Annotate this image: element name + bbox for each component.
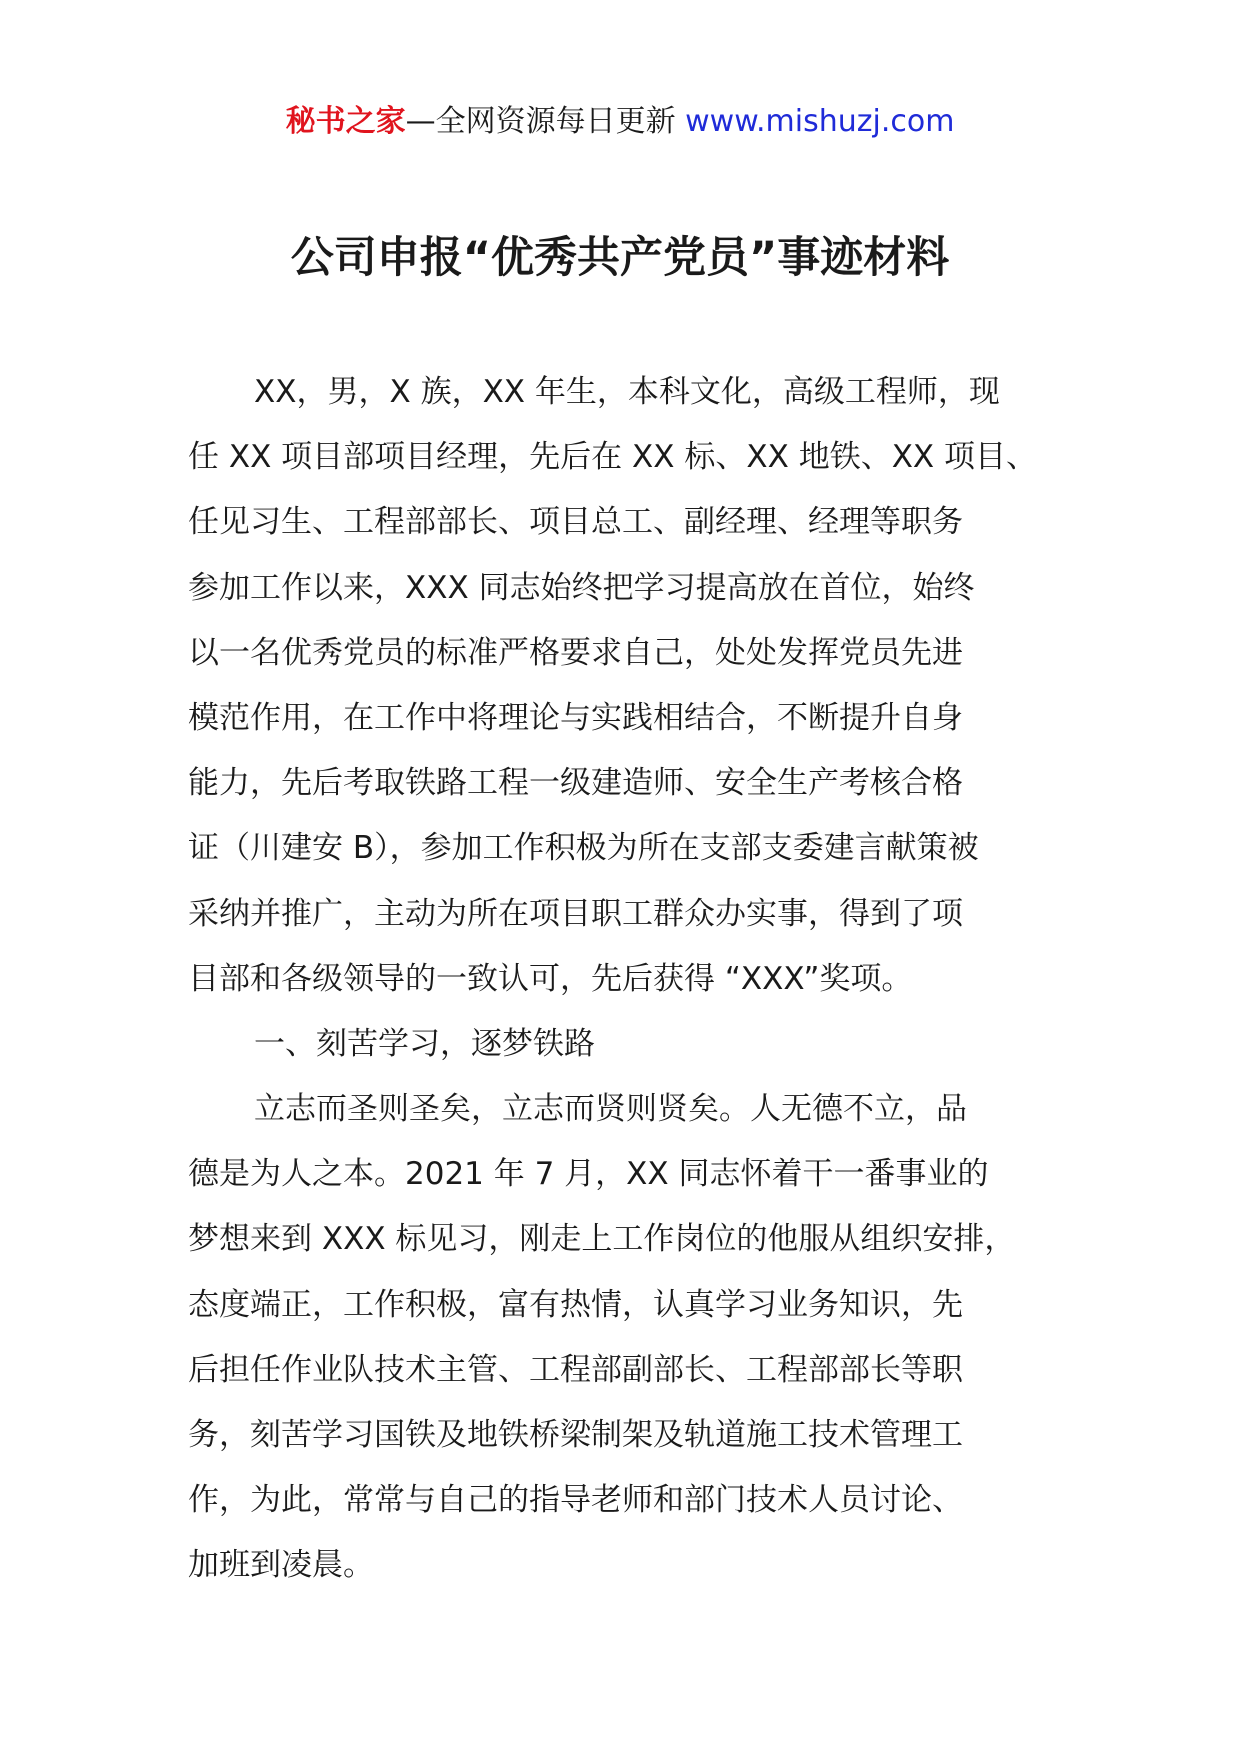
site-header xyxy=(0,100,1240,144)
paragraph-line: 态度端正，工作积极，富有热情，认真学习业务知识，先 xyxy=(188,1286,963,1323)
paragraph-line: 采纳并推广，主动为所在项目职工群众办实事，得到了项 xyxy=(188,895,963,932)
paragraph-line: 模范作用，在工作中将理论与实践相结合，不断提升自身 xyxy=(188,699,963,736)
paragraph-line: 目部和各级领导的一致认可，先后获得 “XXX”奖项。 xyxy=(188,960,913,997)
paragraph-line: 立志而圣则圣矣，立志而贤则贤矣。人无德不立，品 xyxy=(254,1091,967,1128)
site-brand: 秘书之家 xyxy=(285,104,406,139)
paragraph-line: 加班到凌晨。 xyxy=(188,1547,374,1584)
site-tagline: —全网资源每日更新 xyxy=(405,104,686,139)
paragraph-line: 参加工作以来，XXX 同志始终把学习提高放在首位，始终 xyxy=(188,569,975,606)
document-body xyxy=(188,360,1068,1599)
paragraph-line: 德是为人之本。2021 年 7 月，XX 同志怀着干一番事业的 xyxy=(188,1156,989,1193)
paragraph-line: 梦想来到 XXX 标见习，刚走上工作岗位的他服从组织安排， xyxy=(188,1221,1016,1258)
section-heading: 一、刻苦学习，逐梦铁路 xyxy=(254,1025,595,1062)
paragraph-line: 任见习生、工程部部长、项目总工、副经理、经理等职务 xyxy=(188,504,963,541)
paragraph-line: 作，为此，常常与自己的指导老师和部门技术人员讨论、 xyxy=(188,1482,963,1519)
paragraph-line: 能力，先后考取铁路工程一级建造师、安全生产考核合格 xyxy=(188,765,963,802)
site-url-link[interactable]: www.mishuzj.com xyxy=(685,104,955,139)
paragraph-line: 任 XX 项目部项目经理，先后在 XX 标、XX 地铁、XX 项目、 xyxy=(188,439,1038,476)
paragraph-line: 务，刻苦学习国铁及地铁桥梁制架及轨道施工技术管理工 xyxy=(188,1417,963,1453)
document-title: 公司申报“优秀共产党员”事迹材料 xyxy=(290,233,950,283)
paragraph-line: 以一名优秀党员的标准严格要求自己，处处发挥党员先进 xyxy=(188,634,963,671)
paragraph-line: 证（川建安 B），参加工作积极为所在支部支委建言献策被 xyxy=(188,830,979,867)
paragraph-line: 后担任作业队技术主管、工程部副部长、工程部部长等职 xyxy=(188,1351,963,1388)
paragraph-line: XX，男，X 族，XX 年生，本科文化，高级工程师，现 xyxy=(254,374,1000,410)
